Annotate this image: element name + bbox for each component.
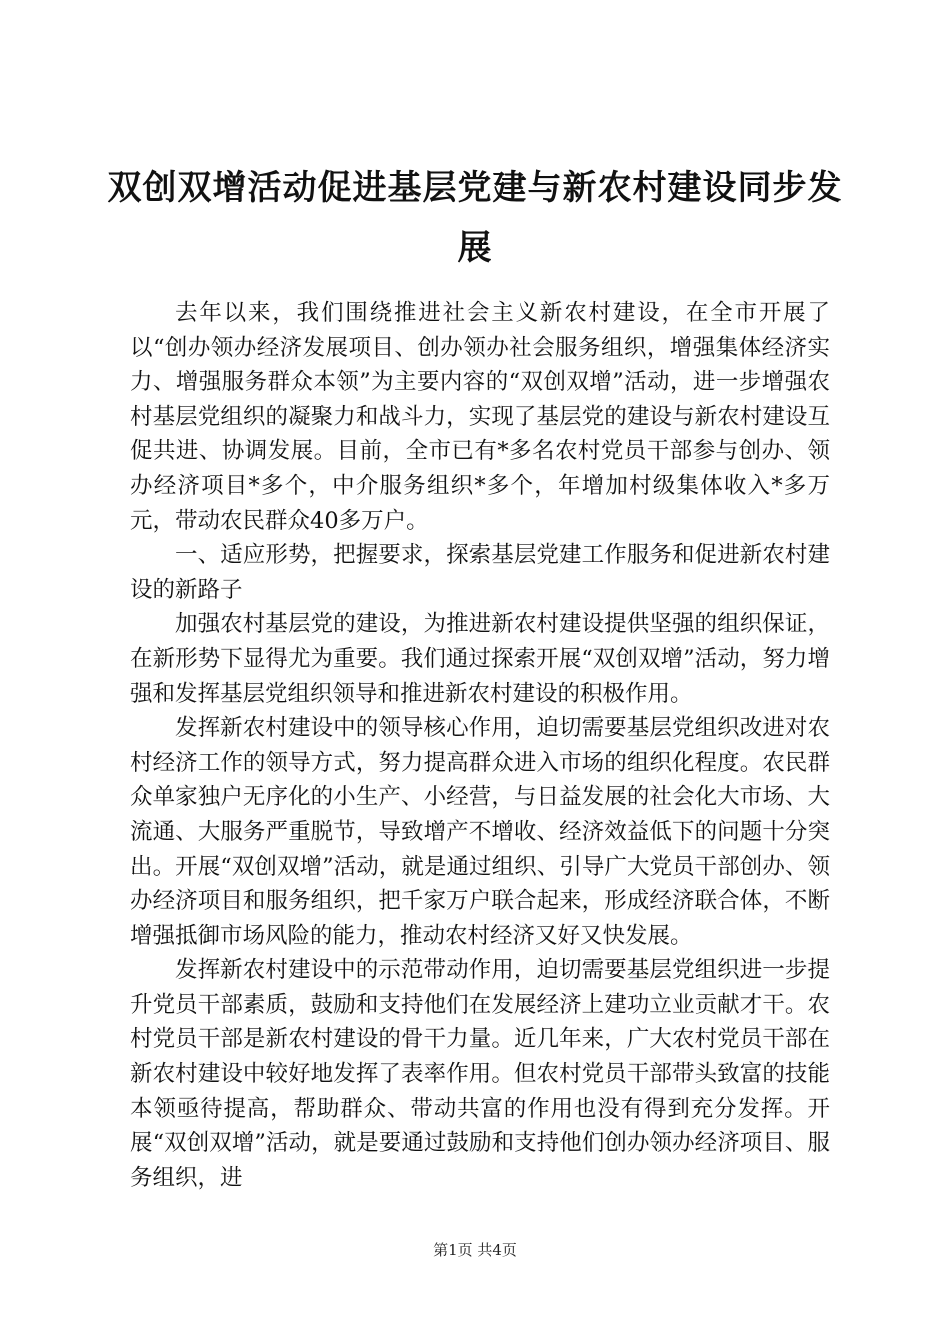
paragraph-4: 发挥新农村建设中的示范带动作用，迫切需要基层党组织进一步提升党员干部素质，鼓励和支持他们在发展经济上建功立业贡献才干。农村党员干部是新农村建设的骨干力量。近几年来，广大农村党员干部在新农村建设中较好地发挥了表率作用。但农村党员干部带头致富的技能本领亟待提高，帮助群众、带动共富的作用也没有得到充分发挥。开展“双创双增”活动，就是要通过鼓励和支持他们创办领办经济项目、服务组织，进 (130, 957, 830, 1191)
paragraph-2: 加强农村基层党的建设，为推进新农村建设提供坚强的组织保证，在新形势下显得尤为重要。我们通过探索开展“双创双增”活动，努力增强和发挥基层党组织领导和推进新农村建设的积极作用。 (130, 611, 830, 707)
paragraph-3: 发挥新农村建设中的领导核心作用，迫切需要基层党组织改进对农村经济工作的领导方式，努力提高群众进入市场的组织化程度。农民群众单家独户无序化的小生产、小经营，与日益发展的社会化大市场、大流通、大服务严重脱节，导致增产不增收、经济效益低下的问题十分突出。开展“双创双增”活动，就是通过组织、引导广大党员干部创办、领办经济项目和服务组织，把千家万户联合起来，形成经济联合体，不断增强抵御市场风险的能力，推动农村经济又好又快发展。 (130, 715, 830, 949)
page-footer: 第1页 共4页 (433, 1241, 517, 1259)
paragraph-intro: 去年以来，我们围绕推进社会主义新农村建设，在全市开展了以“创办领办经济发展项目、创办领办社会服务组织，增强集体经济实力、增强服务群众本领”为主要内容的“双创双增”活动，进一步增强农村基层党组织的凝聚力和战斗力，实现了基层党的建设与新农村建设互促共进、协调发展。目前，全市已有*多名农村党员干部参与创办、领办经济项目*多个，中介服务组织*多个，年增加村级集体收入*多万元，带动农民群众40多万户。 (130, 300, 830, 534)
section-heading-1: 一、适应形势，把握要求，探索基层党建工作服务和促进新农村建设的新路子 (130, 542, 830, 603)
document-body (130, 296, 830, 1195)
document-title: 双创双增活动促进基层党建与新农村建设同步发展 (107, 168, 843, 268)
